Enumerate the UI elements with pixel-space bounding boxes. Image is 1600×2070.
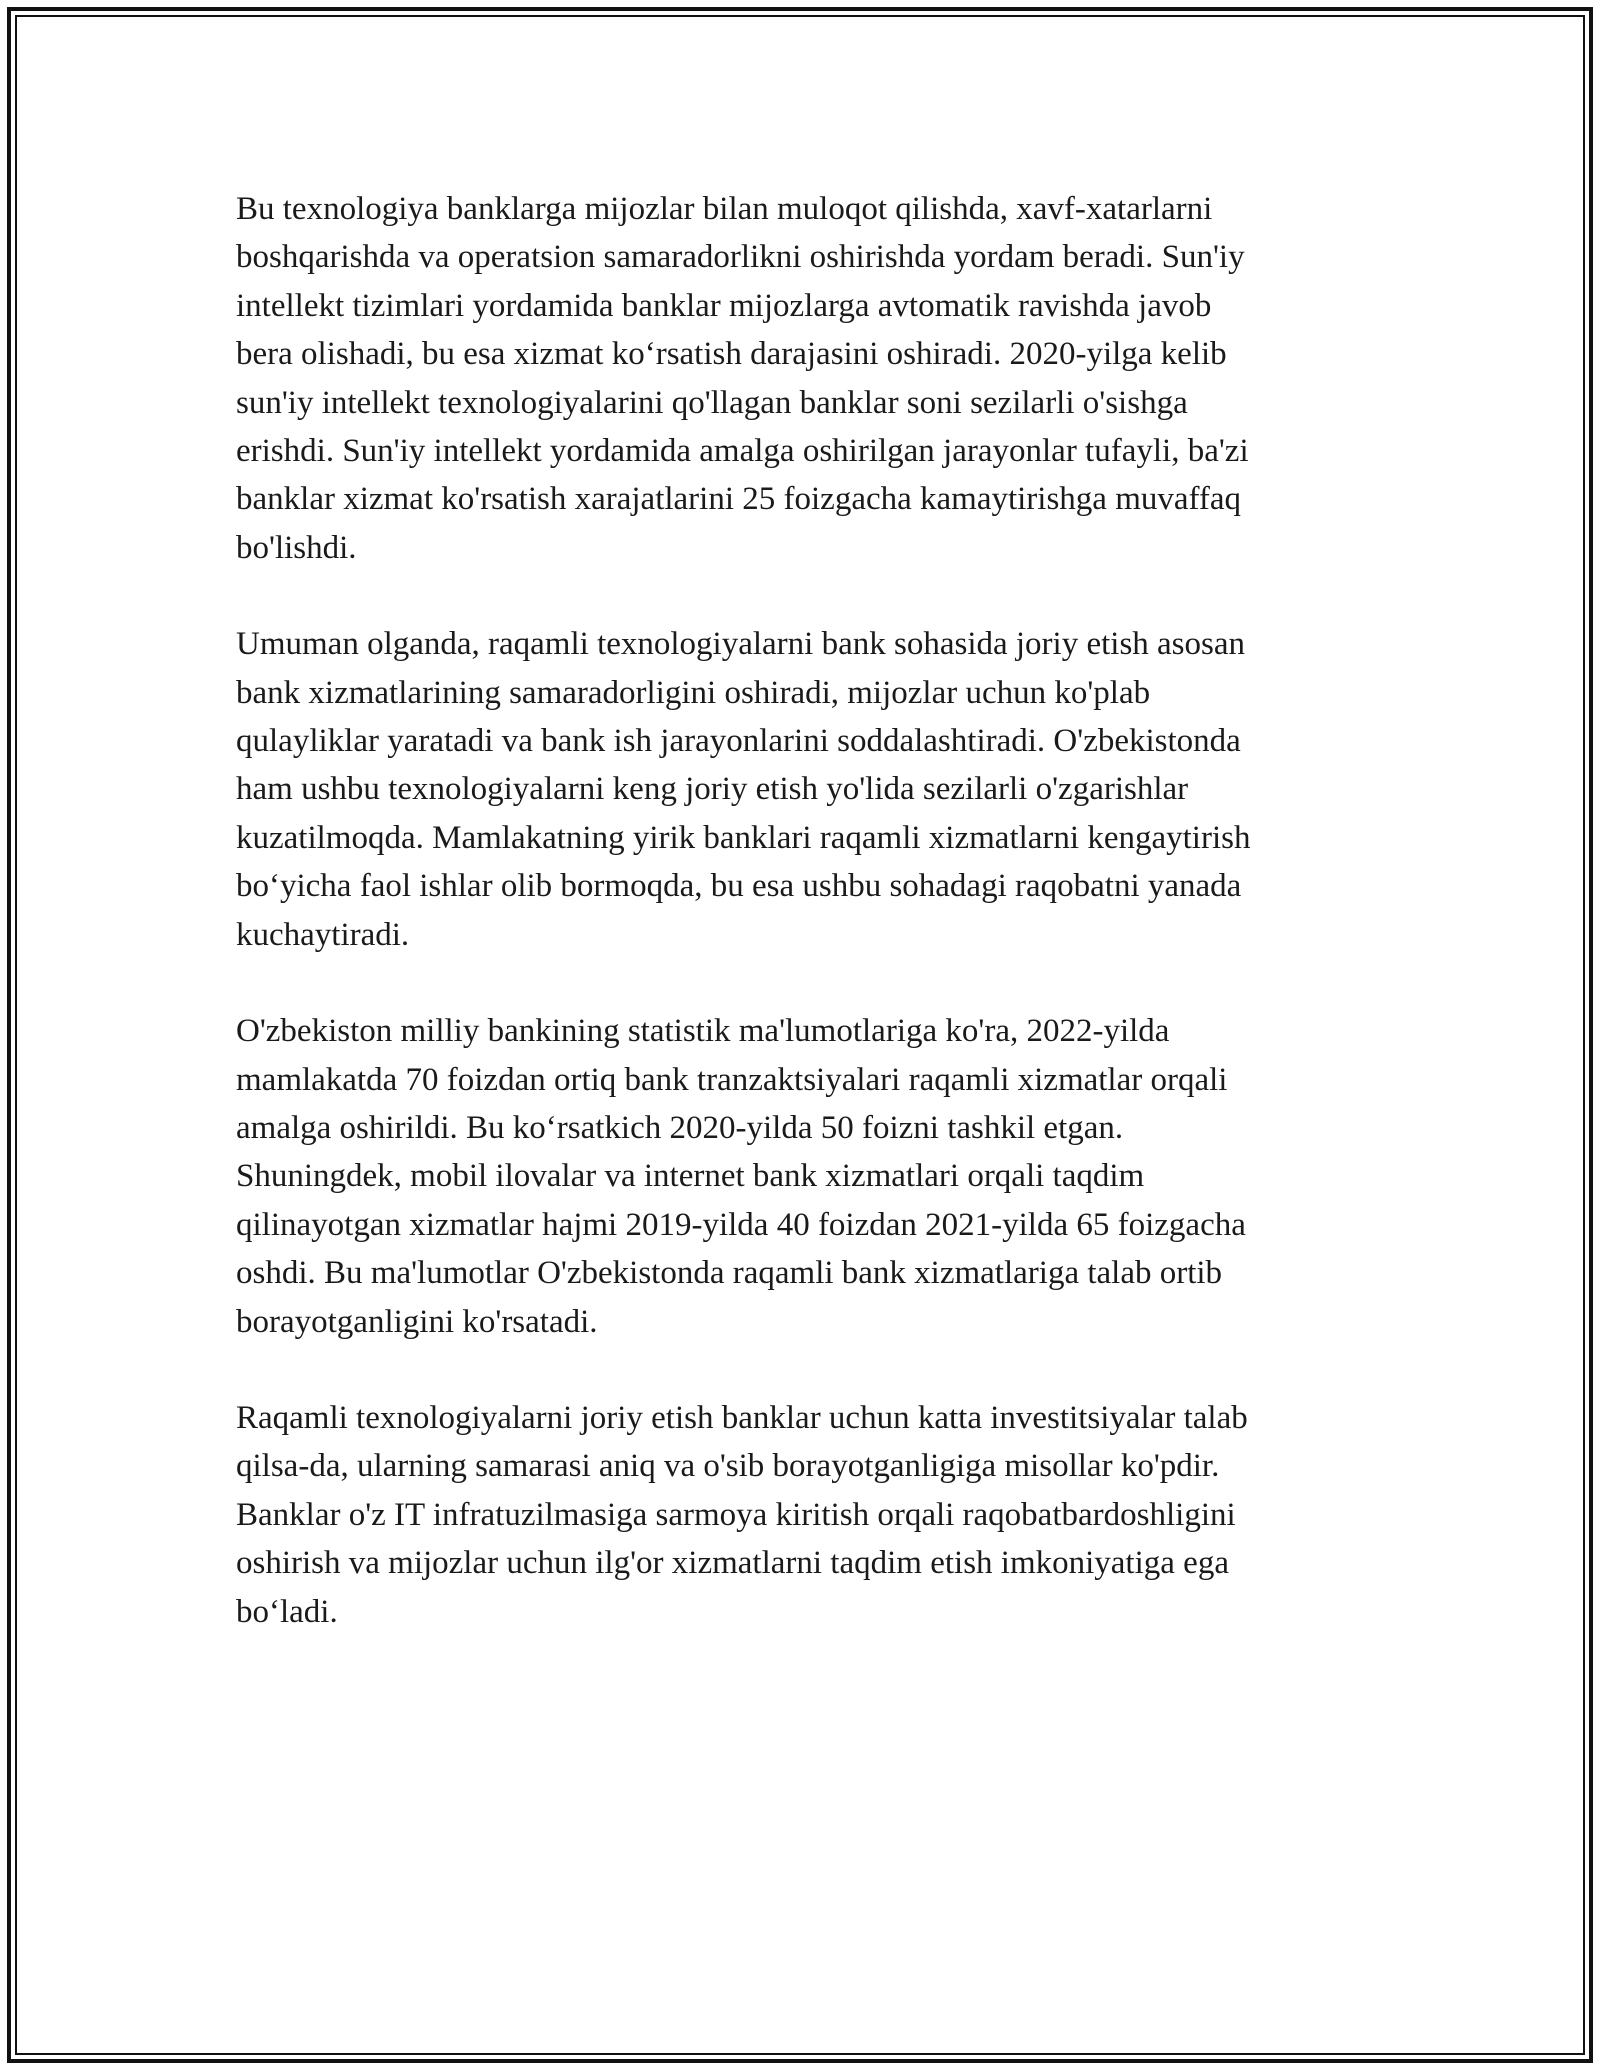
text-line: amalga oshirildi. Bu ko‘rsatkich 2020-yilda 50 foizni tashkil etgan. [236,1109,1124,1146]
text-line: oshirish va mijozlar uchun ilg'or xizmatlarni taqdim etish imkoniyatiga ega [236,1545,1229,1582]
text-line: ham ushbu texnologiyalarni keng joriy etish yo'lida sezilarli o'zgarishlar [236,771,1189,808]
text-line: qilinayotgan xizmatlar hajmi 2019-yilda 40 foizdan 2021-yilda 65 foizgacha [236,1206,1246,1243]
text-line: kuzatilmoqda. Mamlakatning yirik banklari raqamli xizmatlarni kengaytirish [236,819,1251,856]
document-body [236,185,1362,1684]
text-line: intellekt tizimlari yordamida banklar mijozlarga avtomatik ravishda javob [236,287,1212,324]
text-line: Umuman olganda, raqamli texnologiyalarni bank sohasida joriy etish asosan [236,626,1246,663]
text-line: oshdi. Bu ma'lumotlar O'zbekistonda raqamli bank xizmatlariga talab ortib [236,1255,1223,1292]
paragraph-4 [236,1394,1362,1636]
text-line: boshqarishda va operatsion samaradorlikni oshirishda yordam beradi. Sun'iy [236,239,1245,276]
paragraph-3 [236,1007,1362,1346]
text-line: bo‘yicha faol ishlar olib bormoqda, bu esa ushbu sohadagi raqobatni yanada [236,868,1242,905]
text-line: O'zbekiston milliy bankining statistik ma'lumotlariga ko'ra, 2022-yilda [236,1013,1170,1050]
text-line: Raqamli texnologiyalarni joriy etish banklar uchun katta investitsiyalar talab [236,1399,1248,1436]
text-line: Shuningdek, mobil ilovalar va internet bank xizmatlari orqali taqdim [236,1158,1145,1195]
text-line: bank xizmatlarining samaradorligini oshiradi, mijozlar uchun ko'plab [236,674,1151,711]
text-line: Bu texnologiya banklarga mijozlar bilan muloqot qilishda, xavf-xatarlarni [236,191,1213,227]
text-line: bo'lishdi. [236,529,357,566]
text-line: qilsa-da, ularning samarasi aniq va o'sib borayotganligiga misollar ko'pdir. [236,1448,1220,1485]
text-line: bo‘ladi. [236,1593,338,1630]
paragraph-1 [236,185,1362,572]
text-line: kuchaytiradi. [236,916,410,953]
paragraph-2 [236,620,1362,959]
text-line: borayotganligini ko'rsatadi. [236,1303,598,1340]
text-line: erishdi. Sun'iy intellekt yordamida amalga oshirilgan jarayonlar tufayli, ba'zi [236,433,1249,470]
text-line: banklar xizmat ko'rsatish xarajatlarini 25 foizgacha kamaytirishga muvaffaq [236,481,1242,518]
text-line: qulayliklar yaratadi va bank ish jarayonlarini soddalashtiradi. O'zbekistonda [236,723,1241,760]
text-line: Banklar o'z IT infratuzilmasiga sarmoya kiritish orqali raqobatbardoshligini [236,1496,1236,1533]
text-line: bera olishadi, bu esa xizmat ko‘rsatish darajasini oshiradi. 2020-yilga kelib [236,336,1227,373]
text-line: sun'iy intellekt texnologiyalarini qo'llagan banklar soni sezilarli o'sishga [236,384,1188,421]
text-line: mamlakatda 70 foizdan ortiq bank tranzaktsiyalari raqamli xizmatlar orqali [236,1061,1228,1098]
